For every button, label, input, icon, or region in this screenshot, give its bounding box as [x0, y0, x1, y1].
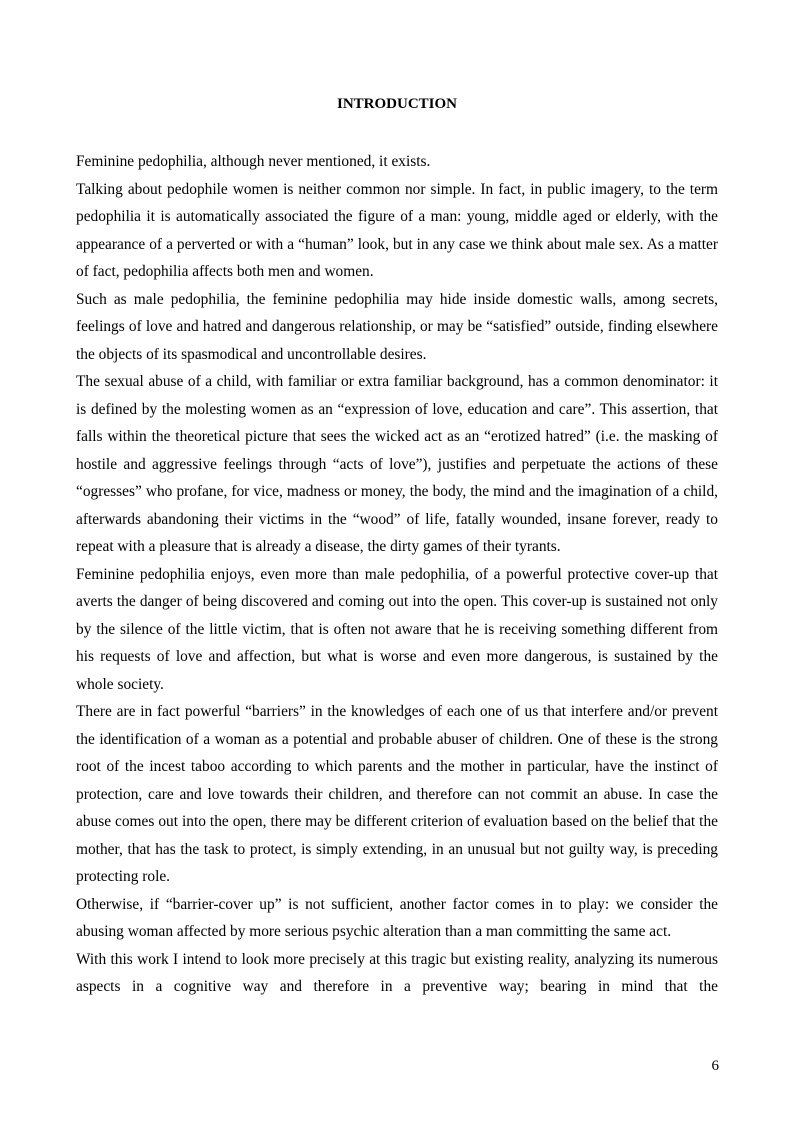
paragraph: Talking about pedophile women is neither common nor simple. In fact, in public imagery, to the term pedophilia it is automatically associated the figure of a man: young, middle aged or elderly, with the appearance of a perverted or with a “human” look, but in any case we think about male sex. As a matter of fact, pedophilia affects both men and women.: [76, 180, 718, 280]
paragraph: Feminine pedophilia enjoys, even more than male pedophilia, of a powerful protective cover-up that averts the danger of being discovered and coming out into the open. This cover-up is sustained not only by the silence of the little victim, that is often not aware that he is receiving something different from his requests of love and affection, but what is worse and even more dangerous, is sustained by the whole society.: [76, 565, 718, 693]
paragraph: The sexual abuse of a child, with familiar or extra familiar background, has a common denominator: it is defined by the molesting women as an “expression of love, education and care”. This assertion, that falls within the theoretical picture that sees the wicked act as an “erotized hatred” (i.e. the masking of hostile and aggressive feelings through “acts of love”), justifies and perpetuate the actions of these “ogresses” who profane, for vice, madness or money, the body, the mind and the imagination of a child, afterwards abandoning their victims in the “wood” of life, fatally wounded, insane forever, ready to repeat with a pleasure that is already a disease, the dirty games of their tyrants.: [76, 373, 718, 555]
paragraph: Feminine pedophilia, although never mentioned, it exists.: [76, 153, 431, 170]
paragraph: Otherwise, if “barrier-cover up” is not sufficient, another factor comes in to play: we consider the abusing woman affected by more serious psychic alteration than a man committing the same act.: [76, 895, 718, 940]
paragraph: Such as male pedophilia, the feminine pedophilia may hide inside domestic walls, among secrets, feelings of love and hatred and dangerous relationship, or may be “satisfied” outside, finding elsewhere the objects of its spasmodical and uncontrollable desires.: [76, 290, 718, 363]
paragraph-continued: With this work I intend to look more precisely at this tragic but existing reality, analyzing its numerous aspects in a cognitive way and therefore in a preventive way; bearing in mind that the: [76, 950, 718, 995]
page-number: 6: [711, 1058, 719, 1074]
paragraph: There are in fact powerful “barriers” in the knowledges of each one of us that interfere and/or prevent the identification of a woman as a potential and probable abuser of children. One of these is the strong root of the incest taboo according to which parents and the mother in particular, have the instinct of protection, care and love towards their children, and therefore can not commit an abuse. In case the abuse comes out into the open, there may be different criterion of evaluation based on the belief that the mother, that has the task to protect, is simply extending, in an unusual but not guilty way, is preceding protecting role.: [76, 703, 718, 885]
section-title: INTRODUCTION: [336, 96, 457, 112]
body-text: [76, 148, 718, 1001]
